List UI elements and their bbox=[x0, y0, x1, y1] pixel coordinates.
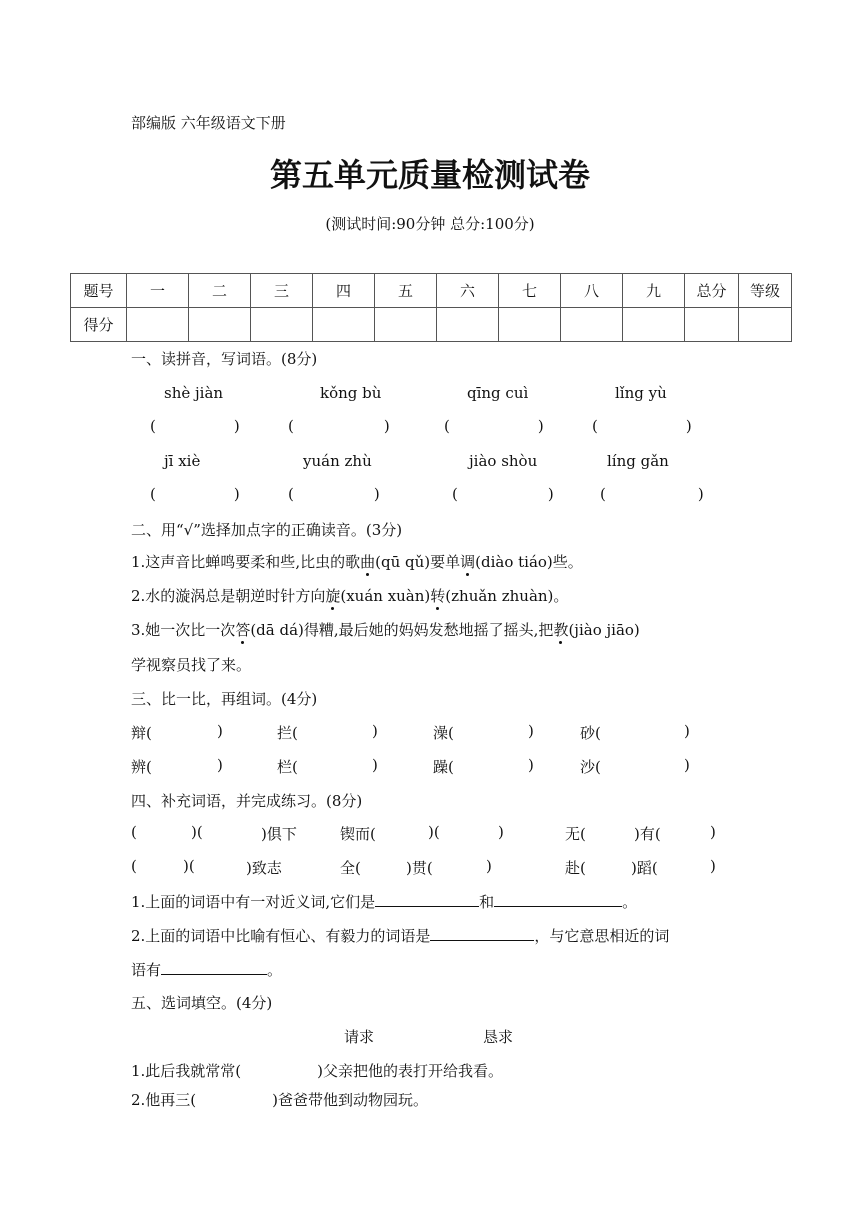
idiom-part: 无( bbox=[565, 825, 586, 843]
idiom-part: 锲而( bbox=[340, 825, 376, 843]
answer-paren[interactable]: ( ) bbox=[150, 417, 240, 435]
idiom-part: ) bbox=[710, 823, 716, 841]
paren-close: ) bbox=[217, 756, 223, 774]
char-item: 躁( bbox=[433, 758, 454, 776]
score-input-cell[interactable] bbox=[739, 308, 792, 342]
table-cell: 得分 bbox=[71, 308, 127, 342]
table-cell: 题号 bbox=[71, 274, 127, 308]
dotted-char: 转 bbox=[430, 587, 446, 605]
table-cell: 四 bbox=[313, 274, 375, 308]
table-cell: 五 bbox=[375, 274, 437, 308]
char-item: 沙( bbox=[580, 758, 601, 776]
idiom-part: )( bbox=[428, 823, 440, 841]
dotted-char: 教 bbox=[553, 621, 569, 639]
section-1-heading: 一、读拼音，写词语。(8分) bbox=[131, 350, 318, 368]
idiom-part: ) bbox=[498, 823, 504, 841]
table-cell: 八 bbox=[561, 274, 623, 308]
question-5-1: 1.此后我就常常( )父亲把他的表打开给我看。 bbox=[131, 1062, 504, 1080]
idiom-part: )蹈( bbox=[631, 859, 658, 877]
paren-close: ) bbox=[372, 722, 378, 740]
score-input-cell[interactable] bbox=[127, 308, 189, 342]
idiom-part: 全( bbox=[340, 859, 361, 877]
word-option: 请求 bbox=[344, 1028, 375, 1046]
question-5-2: 2.他再三( )爸爸带他到动物园玩。 bbox=[131, 1091, 429, 1109]
idiom-part: )俱下 bbox=[261, 825, 297, 843]
answer-blank[interactable] bbox=[494, 892, 622, 907]
idiom-part: )( bbox=[183, 857, 195, 875]
table-cell: 九 bbox=[623, 274, 685, 308]
score-input-cell[interactable] bbox=[561, 308, 623, 342]
dotted-char: 调 bbox=[460, 553, 476, 571]
paren-close: ) bbox=[217, 722, 223, 740]
section-4-heading: 四、补充词语，并完成练习。(8分) bbox=[131, 792, 363, 810]
char-item: 栏( bbox=[277, 758, 298, 776]
answer-paren[interactable]: ( ) bbox=[600, 485, 704, 503]
pinyin-item: shè jiàn bbox=[164, 384, 224, 402]
table-cell: 一 bbox=[127, 274, 189, 308]
question-2-3: 3.她一次比一次答(dā dá)得糟,最后她的妈妈发愁地摇了摇头,把教(jiào jiāo) bbox=[131, 621, 640, 639]
answer-paren[interactable]: ( ) bbox=[452, 485, 554, 503]
score-table-score-row bbox=[71, 308, 792, 342]
question-4-1: 1.上面的词语中有一对近义词,它们是 和 。 bbox=[131, 893, 638, 911]
answer-paren[interactable]: ( ) bbox=[288, 485, 380, 503]
char-item: 拦( bbox=[277, 724, 298, 742]
question-2-3-cont: 学视察员找了来。 bbox=[131, 656, 252, 674]
page-title: 第五单元质量检测试卷 bbox=[269, 156, 590, 194]
answer-blank[interactable] bbox=[161, 960, 267, 975]
table-cell: 总分 bbox=[685, 274, 739, 308]
score-input-cell[interactable] bbox=[189, 308, 251, 342]
table-cell: 六 bbox=[437, 274, 499, 308]
answer-paren[interactable]: ( ) bbox=[592, 417, 692, 435]
pinyin-item: jī xiè bbox=[164, 452, 201, 470]
score-table bbox=[70, 273, 792, 342]
idiom-part: 赴( bbox=[565, 859, 586, 877]
edition-label: 部编版 六年级语文下册 bbox=[131, 114, 286, 132]
score-input-cell[interactable] bbox=[685, 308, 739, 342]
score-input-cell[interactable] bbox=[623, 308, 685, 342]
question-2-2: 2.水的漩涡总是朝逆时针方向旋(xuán xuàn)转(zhuǎn zhuàn)。 bbox=[131, 587, 569, 605]
paren-close: ) bbox=[528, 756, 534, 774]
char-item: 辩( bbox=[131, 724, 152, 742]
idiom-part: ( bbox=[131, 823, 137, 841]
table-cell: 二 bbox=[189, 274, 251, 308]
paren-close: ) bbox=[684, 722, 690, 740]
answer-paren[interactable]: ( ) bbox=[444, 417, 544, 435]
dotted-char: 旋 bbox=[325, 587, 341, 605]
idiom-part: ( bbox=[131, 857, 137, 875]
char-item: 砂( bbox=[580, 724, 601, 742]
pinyin-item: lǐng yù bbox=[615, 384, 667, 402]
pinyin-item: yuán zhù bbox=[303, 452, 372, 470]
page-subtitle: (测试时间:90分钟 总分:100分) bbox=[325, 215, 535, 233]
section-5-heading: 五、选词填空。(4分) bbox=[131, 994, 273, 1012]
score-input-cell[interactable] bbox=[313, 308, 375, 342]
score-table-header-row bbox=[71, 274, 792, 308]
pinyin-item: qīng cuì bbox=[467, 384, 529, 402]
table-cell: 等级 bbox=[739, 274, 792, 308]
question-4-2: 2.上面的词语中比喻有恒心、有毅力的词语是 ，与它意思相近的词 bbox=[131, 927, 670, 945]
paren-close: ) bbox=[372, 756, 378, 774]
answer-blank[interactable] bbox=[375, 892, 479, 907]
score-input-cell[interactable] bbox=[437, 308, 499, 342]
pinyin-item: kǒng bù bbox=[320, 384, 382, 402]
score-input-cell[interactable] bbox=[375, 308, 437, 342]
score-input-cell[interactable] bbox=[251, 308, 313, 342]
pinyin-item: jiào shòu bbox=[469, 452, 538, 470]
answer-paren[interactable]: ( ) bbox=[288, 417, 390, 435]
char-item: 辨( bbox=[131, 758, 152, 776]
paren-close: ) bbox=[684, 756, 690, 774]
answer-blank[interactable] bbox=[430, 926, 534, 941]
answer-paren[interactable]: ( ) bbox=[150, 485, 240, 503]
idiom-part: )有( bbox=[634, 825, 661, 843]
question-4-2-cont: 语有 。 bbox=[131, 961, 283, 979]
table-cell: 三 bbox=[251, 274, 313, 308]
pinyin-item: líng gǎn bbox=[607, 452, 669, 470]
word-option: 恳求 bbox=[483, 1028, 514, 1046]
dotted-char: 答 bbox=[235, 621, 251, 639]
idiom-part: ) bbox=[710, 857, 716, 875]
idiom-part: ) bbox=[486, 857, 492, 875]
section-2-heading: 二、用“√”选择加点字的正确读音。(3分) bbox=[131, 521, 403, 539]
paren-close: ) bbox=[528, 722, 534, 740]
dotted-char: 曲 bbox=[360, 553, 376, 571]
char-item: 澡( bbox=[433, 724, 454, 742]
section-3-heading: 三、比一比，再组词。(4分) bbox=[131, 690, 318, 708]
table-cell: 七 bbox=[499, 274, 561, 308]
question-2-1: 1.这声音比蝉鸣要柔和些,比虫的歌曲(qū qǔ)要单调(diào tiáo)些。 bbox=[131, 553, 583, 571]
idiom-part: )( bbox=[191, 823, 203, 841]
idiom-part: )致志 bbox=[246, 859, 282, 877]
idiom-part: )贯( bbox=[406, 859, 433, 877]
score-input-cell[interactable] bbox=[499, 308, 561, 342]
